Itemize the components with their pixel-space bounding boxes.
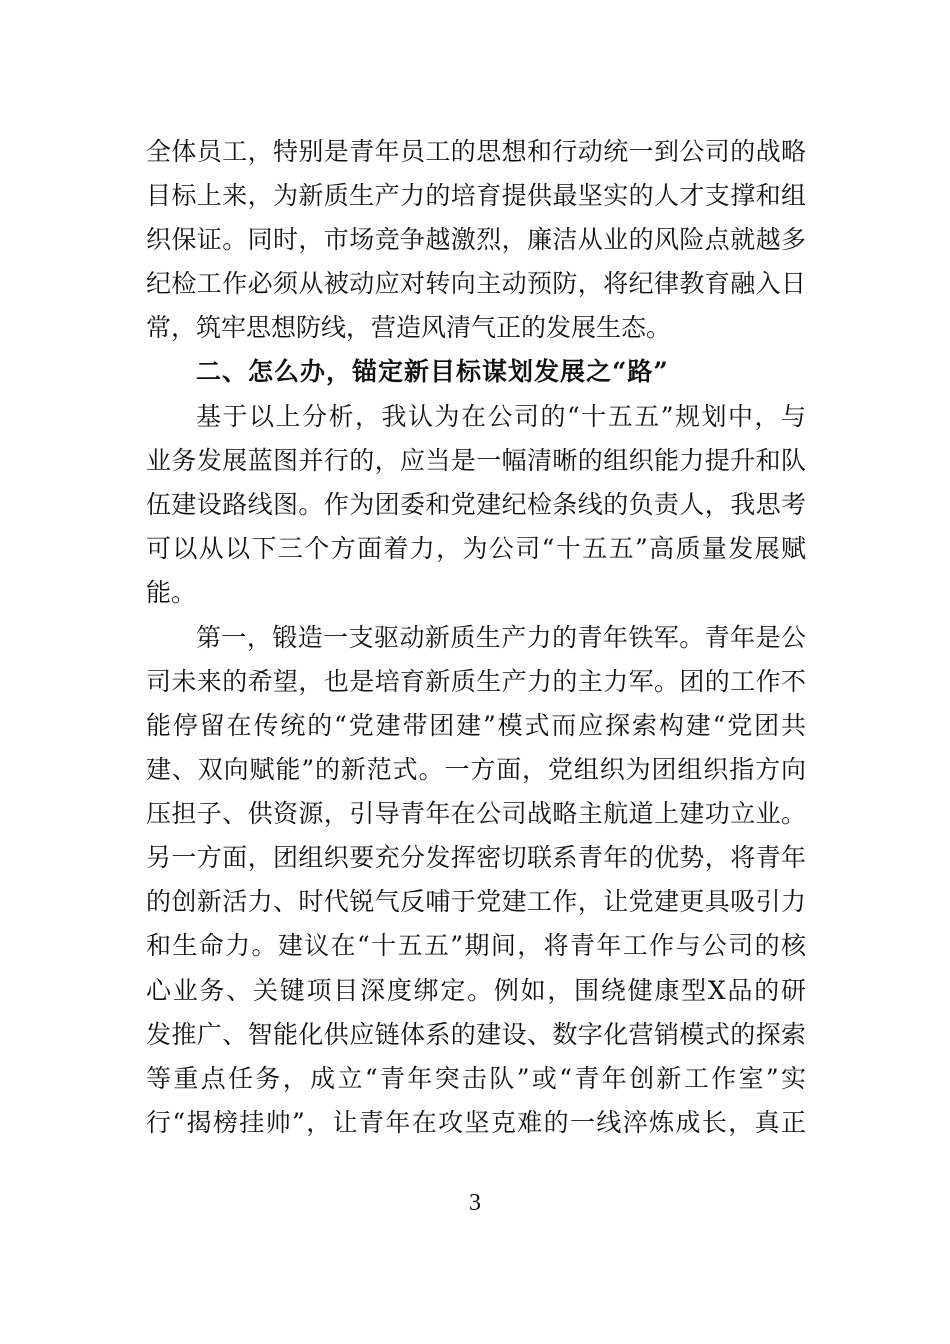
body-text-line: 可以从以下三个方面着力，为公司“十五五”高质量发展赋 — [146, 534, 806, 563]
page-number: 3 — [469, 1190, 481, 1216]
body-text-line: 另一方面，团组织要充分发挥密切联系青年的优势，将青年 — [146, 843, 806, 872]
body-text-line: 能停留在传统的“党建带团建”模式而应探索构建“党团共 — [146, 711, 806, 740]
body-text-line: 能。 — [146, 578, 197, 607]
section-heading: 二、怎么办，锚定新目标谋划发展之“路” — [196, 357, 669, 386]
body-text-line: 压担子、供资源，引导青年在公司战略主航道上建功立业。 — [146, 799, 806, 828]
paragraph-first-line: 基于以上分析，我认为在公司的“十五五”规划中，与 — [196, 402, 806, 431]
body-text-line: 伍建设路线图。作为团委和党建纪检条线的负责人，我思考 — [146, 490, 806, 519]
body-text-line: 织保证。同时，市场竞争越激烈，廉洁从业的风险点就越多 — [146, 225, 806, 254]
body-text-line: 建、双向赋能”的新范式。一方面，党组织为团组织指方向 — [146, 755, 806, 784]
body-text-line: 业务发展蓝图并行的，应当是一幅清晰的组织能力提升和队 — [146, 446, 806, 475]
body-text-line: 和生命力。建议在“十五五”期间，将青年工作与公司的核 — [146, 931, 806, 960]
body-text-line: 等重点任务，成立“青年突击队”或“青年创新工作室”实 — [146, 1064, 806, 1093]
body-text-line: 发推广、智能化供应链体系的建设、数字化营销模式的探索 — [146, 1020, 806, 1049]
body-text-line: 司未来的希望，也是培育新质生产力的主力军。团的工作不 — [146, 667, 806, 696]
body-text-line: 的创新活力、时代锐气反哺于党建工作，让党建更具吸引力 — [146, 887, 806, 916]
body-text-line: 全体员工，特别是青年员工的思想和行动统一到公司的战略 — [146, 137, 806, 166]
body-text-line: 纪检工作必须从被动应对转向主动预防，将纪律教育融入日 — [146, 269, 806, 298]
body-text-line: 心业务、关键项目深度绑定。例如，围绕健康型X品的研 — [146, 976, 806, 1005]
body-text-line: 行“揭榜挂帅”，让青年在攻坚克难的一线淬炼成长，真正 — [146, 1108, 806, 1137]
body-text-line: 目标上来，为新质生产力的培育提供最坚实的人才支撑和组 — [146, 181, 806, 210]
paragraph-first-line: 第一，锻造一支驱动新质生产力的青年铁军。青年是公 — [196, 623, 806, 652]
body-text-line: 常，筑牢思想防线，营造风清气正的发展生态。 — [146, 313, 672, 342]
